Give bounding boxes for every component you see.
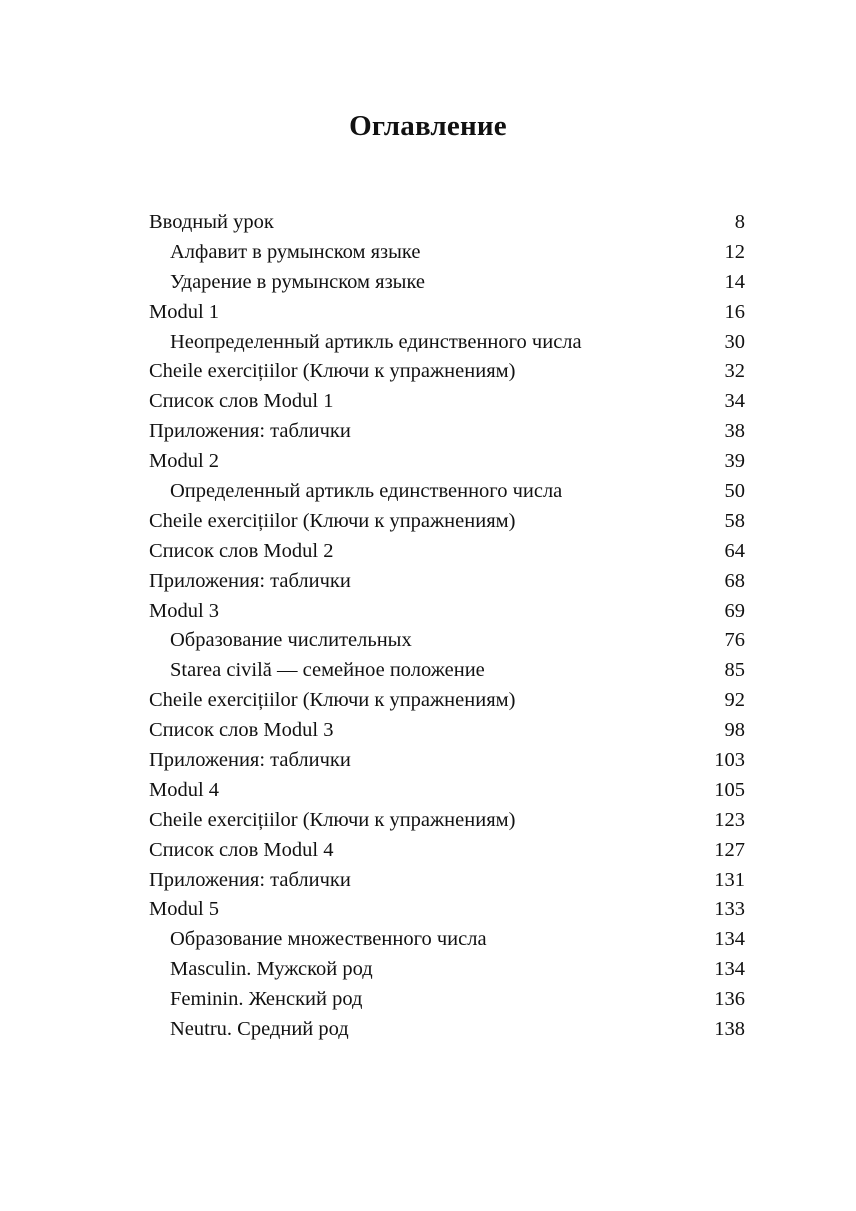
toc-entry-page-number: 68 <box>724 569 745 592</box>
toc-entry-label: Список слов Modul 3 <box>149 719 334 742</box>
toc-entry-label: Cheile exercițiilor (Ключи к упражнениям) <box>149 808 516 831</box>
toc-entry-label: Список слов Modul 2 <box>149 539 334 562</box>
toc-entry-label: Starea civilă — семейное положение <box>170 659 485 682</box>
toc-entry-page-number: 136 <box>714 988 745 1011</box>
toc-entry-label: Modul 2 <box>149 450 220 473</box>
toc-entry-label: Определенный артикль единственного числа <box>170 480 563 503</box>
toc-entry[interactable] <box>149 298 745 328</box>
toc-entry-page-number: 127 <box>714 838 745 861</box>
toc-entry-page-number: 134 <box>714 928 745 951</box>
toc-entry-page-number: 131 <box>714 868 745 891</box>
toc-entry[interactable] <box>149 417 745 447</box>
toc-entry-label: Masculin. Мужской род <box>170 958 373 981</box>
toc-entry-label: Modul 1 <box>149 300 220 323</box>
toc-entry-page-number: 34 <box>724 390 745 413</box>
toc-entry-page-number: 76 <box>724 629 745 652</box>
toc-entry-label: Neutru. Средний род <box>170 1018 349 1041</box>
toc-entry[interactable] <box>149 626 745 656</box>
table-of-contents <box>149 208 745 1045</box>
toc-entry[interactable] <box>149 686 745 716</box>
toc-entry-label: Неопределенный артикль единственного числа <box>170 330 582 353</box>
toc-entry-page-number: 98 <box>724 719 745 742</box>
toc-entry[interactable] <box>149 268 745 298</box>
toc-entry[interactable] <box>149 567 745 597</box>
toc-entry-label: Алфавит в румынском языке <box>170 240 421 263</box>
toc-entry-page-number: 105 <box>714 778 745 801</box>
toc-entry[interactable] <box>149 925 745 955</box>
toc-entry[interactable] <box>149 477 745 507</box>
toc-entry-page-number: 134 <box>714 958 745 981</box>
toc-entry-page-number: 85 <box>724 659 745 682</box>
toc-entry-page-number: 50 <box>724 480 745 503</box>
toc-entry[interactable] <box>149 806 745 836</box>
toc-entry-page-number: 64 <box>724 539 745 562</box>
toc-entry-label: Modul 3 <box>149 599 220 622</box>
toc-entry[interactable] <box>149 537 745 567</box>
toc-entry-page-number: 138 <box>714 1018 745 1041</box>
toc-entry-label: Feminin. Женский род <box>170 988 363 1011</box>
toc-entry[interactable] <box>149 597 745 627</box>
toc-entry[interactable] <box>149 746 745 776</box>
toc-entry-page-number: 14 <box>724 270 745 293</box>
toc-entry-page-number: 38 <box>724 420 745 443</box>
toc-entry-label: Список слов Modul 1 <box>149 390 334 413</box>
toc-entry-page-number: 8 <box>734 211 745 233</box>
toc-entry[interactable] <box>149 208 745 238</box>
toc-entry-page-number: 69 <box>724 599 745 622</box>
toc-entry-label: Вводный урок <box>149 211 274 233</box>
toc-entry-page-number: 103 <box>714 749 745 772</box>
toc-entry[interactable] <box>149 716 745 746</box>
toc-entry-page-number: 58 <box>724 509 745 532</box>
toc-entry[interactable] <box>149 387 745 417</box>
toc-entry[interactable] <box>149 836 745 866</box>
toc-entry-label: Приложения: таблички <box>149 420 351 443</box>
toc-entry[interactable] <box>149 238 745 268</box>
toc-entry[interactable] <box>149 656 745 686</box>
toc-entry-label: Список слов Modul 4 <box>149 838 334 861</box>
toc-entry-label: Приложения: таблички <box>149 868 351 891</box>
toc-entry[interactable] <box>149 866 745 896</box>
toc-entry-label: Cheile exercițiilor (Ключи к упражнениям) <box>149 509 516 532</box>
toc-entry[interactable] <box>149 507 745 537</box>
toc-entry-page-number: 12 <box>724 240 745 263</box>
toc-entry[interactable] <box>149 776 745 806</box>
toc-entry[interactable] <box>149 955 745 985</box>
toc-entry-label: Приложения: таблички <box>149 749 351 772</box>
toc-entry-page-number: 123 <box>714 808 745 831</box>
toc-entry-page-number: 39 <box>724 450 745 473</box>
toc-entry-page-number: 30 <box>724 330 745 353</box>
toc-entry-label: Приложения: таблички <box>149 569 351 592</box>
toc-entry[interactable] <box>149 985 745 1015</box>
toc-entry-label: Ударение в румынском языке <box>170 270 425 293</box>
toc-entry-page-number: 92 <box>724 689 745 712</box>
toc-entry-label: Modul 4 <box>149 778 220 801</box>
page-title: Оглавление <box>349 110 507 142</box>
toc-entry-page-number: 32 <box>724 360 745 383</box>
toc-entry[interactable] <box>149 328 745 358</box>
toc-entry[interactable] <box>149 1015 745 1045</box>
toc-entry-label: Modul 5 <box>149 898 220 921</box>
toc-entry-label: Образование множественного числа <box>170 928 487 951</box>
toc-entry-label: Cheile exercițiilor (Ключи к упражнениям) <box>149 360 516 383</box>
toc-entry-page-number: 133 <box>714 898 745 921</box>
toc-entry[interactable] <box>149 447 745 477</box>
toc-entry-label: Cheile exercițiilor (Ключи к упражнениям) <box>149 689 516 712</box>
toc-entry-label: Образование числительных <box>170 629 412 652</box>
toc-entry[interactable] <box>149 895 745 925</box>
toc-entry-page-number: 16 <box>724 300 745 323</box>
toc-entry[interactable] <box>149 357 745 387</box>
